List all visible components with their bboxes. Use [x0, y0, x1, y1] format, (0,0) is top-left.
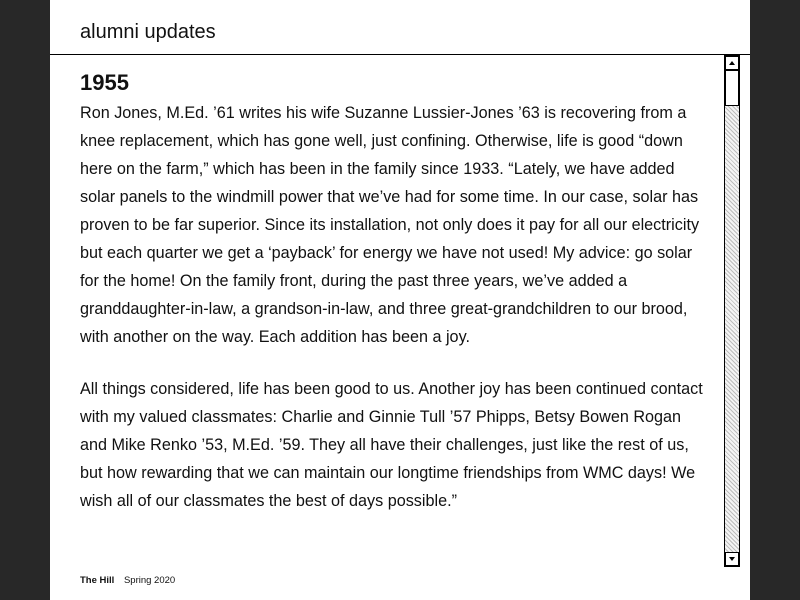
- arrow-down-icon: [729, 557, 735, 561]
- page-header: [50, 0, 750, 55]
- publication-name: The Hill: [80, 575, 115, 586]
- scroll-down-button[interactable]: [725, 552, 739, 566]
- vertical-scrollbar[interactable]: [724, 55, 740, 567]
- article-content: [80, 69, 708, 569]
- arrow-up-icon: [729, 61, 735, 65]
- scroll-thumb[interactable]: [725, 70, 739, 106]
- page-footer: [80, 575, 175, 587]
- class-year-heading: 1955: [80, 70, 129, 95]
- article-paragraph: All things considered, life has been good to us. Another joy has been continued contact with my valued classmates: Charlie and Ginnie Tull ’57 Phipps, Betsy Bowen Rogan and Mike Renko ’53, M.Ed. ’59. They all have their challenges, just like the rest of us, but how rewarding that we can maintain our longtime friendships from WMC days! We wish all of our classmates the best of days possible.”: [80, 380, 703, 510]
- issue-date: Spring 2020: [123, 575, 176, 586]
- section-title: alumni updates: [80, 21, 216, 43]
- scroll-up-button[interactable]: [725, 56, 739, 70]
- article-paragraph: Ron Jones, M.Ed. ’61 writes his wife Suzanne Lussier-Jones ’63 is recovering from a knee replacement, which has gone well, just confining. Otherwise, life is good “down here on the farm,” which has been in the family since 1933. “Lately, we have added solar panels to the windmill power that we’ve had for some time. In our case, solar has proven to be far superior. Since its installation, not only does it pay for all our electricity but each quarter we get a ‘payback’ for energy we have not used! My advice: go solar for the home! On the family front, during the past three years, we’ve added a granddaughter-in-law, a grandson-in-law, and three great-grandchildren to our brood, with another on the way. Each addition has been a joy.: [80, 104, 700, 346]
- magazine-page: [50, 0, 750, 600]
